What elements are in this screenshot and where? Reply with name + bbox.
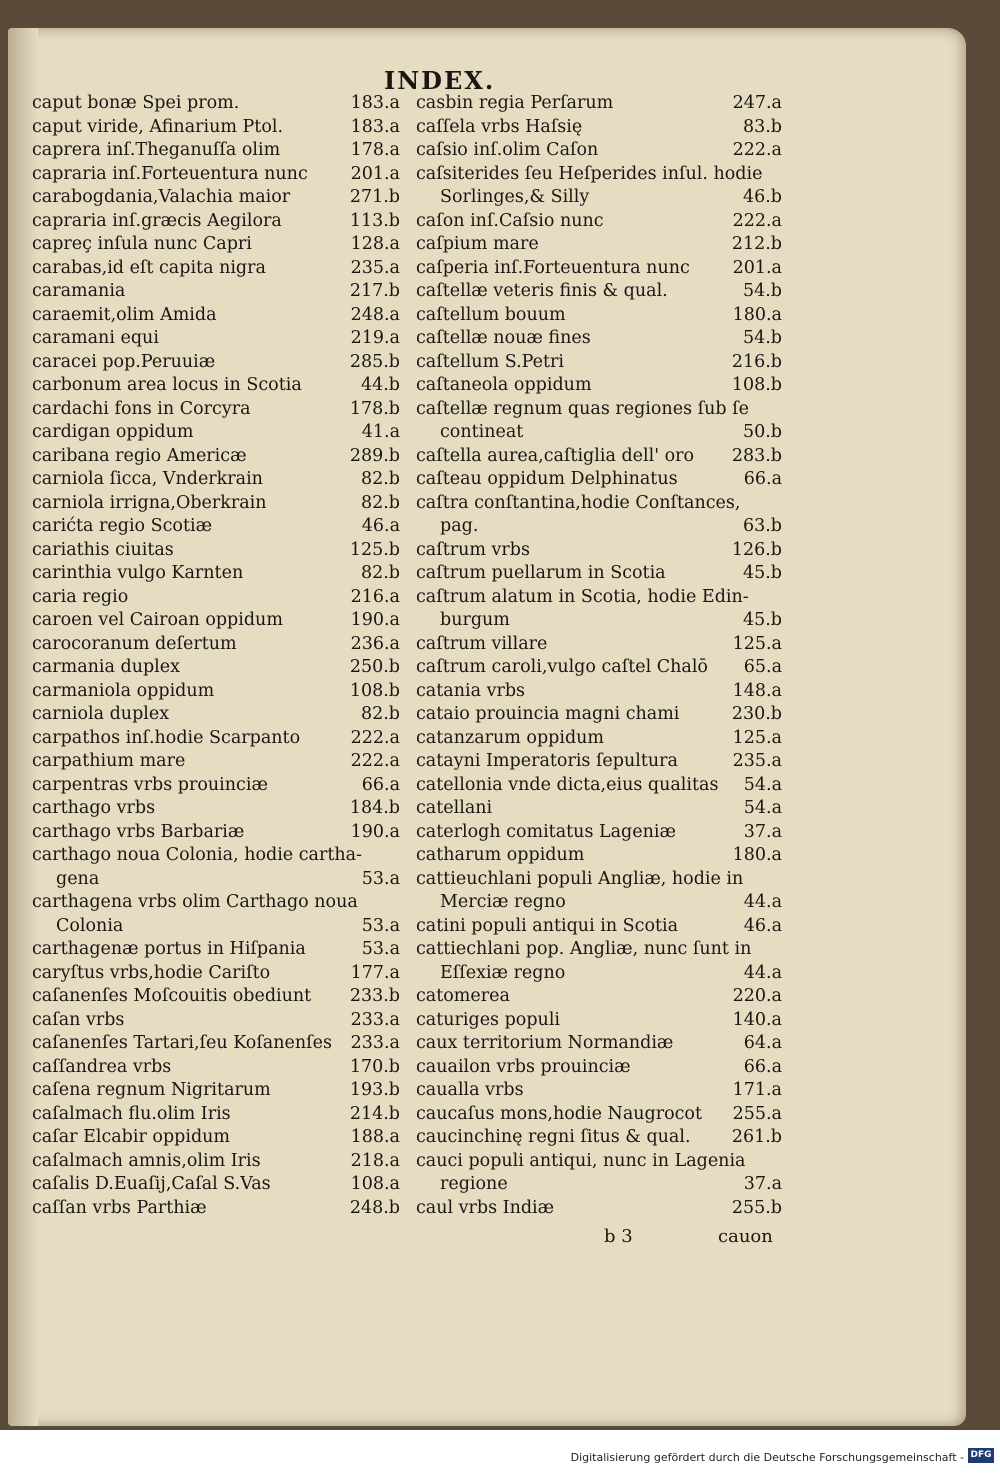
index-entry (32, 1032, 400, 1056)
entry-term: caria regio (32, 586, 129, 607)
entry-page-ref: 188.a (350, 1127, 400, 1147)
signature-mark: b 3 (604, 1226, 633, 1247)
index-entry (32, 727, 400, 751)
entry-term: contineat (440, 422, 524, 442)
index-entry (32, 1009, 400, 1033)
index-entry (416, 1126, 782, 1150)
index-entry (416, 398, 782, 422)
index-entry (416, 891, 782, 915)
entry-term: caramani equi (32, 328, 159, 348)
entry-page-ref: 216.b (731, 351, 782, 372)
entry-term: Colonia (56, 915, 124, 936)
entry-page-ref: 233.b (349, 986, 400, 1006)
catchword: cauon (718, 1226, 773, 1247)
entry-term: carpathos inſ.hodie Scarpanto (32, 727, 301, 748)
entry-term: caul vrbs Indiæ (416, 1197, 555, 1218)
index-entry (416, 1197, 782, 1221)
index-entry (416, 186, 782, 210)
entry-page-ref: 220.a (732, 986, 782, 1006)
entry-term: catharum oppidum (416, 845, 585, 865)
index-entry (416, 492, 782, 516)
entry-term: caſalmach flu.olim Iris (32, 1103, 231, 1124)
entry-term: caſena regnum Nigritarum (32, 1080, 271, 1100)
index-entry (32, 1173, 400, 1197)
entry-page-ref: 45.b (742, 563, 782, 583)
index-entry (32, 233, 400, 257)
entry-term: catellonia vnde dicta,eius qualitas (416, 774, 719, 795)
entry-term: carthago vrbs Barbariæ (32, 821, 245, 842)
entry-term: caſtellæ regnum quas regiones ſub ſe (416, 398, 749, 419)
index-entry (32, 609, 400, 633)
index-entry (32, 962, 400, 986)
entry-page-ref: 54.b (742, 328, 782, 348)
entry-term: caux territorium Normandiæ (416, 1033, 674, 1053)
index-entry (416, 680, 782, 704)
index-entry (416, 797, 782, 821)
entry-term: carthago vrbs (32, 798, 156, 818)
entry-term: catellani (416, 798, 493, 818)
entry-term: carthagenæ portus in Hiſpania (32, 939, 306, 959)
index-entry (416, 539, 782, 563)
entry-page-ref: 180.a (732, 304, 782, 325)
entry-page-ref: 63.b (742, 516, 782, 536)
entry-term: carniola duplex (32, 704, 170, 724)
index-entry (416, 374, 782, 398)
entry-term: caſpium mare (416, 234, 539, 254)
index-entry (32, 1103, 400, 1127)
index-entry (416, 304, 782, 328)
entry-page-ref: 53.a (361, 868, 400, 889)
entry-term: caſalis D.Euaſij,Caſal S.Vas (32, 1174, 271, 1194)
entry-term: caſanenſes Tartari,ſeu Koſanenſes (32, 1033, 332, 1053)
index-entry (32, 1056, 400, 1080)
entry-page-ref: 233.a (350, 1009, 400, 1030)
entry-term: caput viride, Afinarium Ptol. (32, 116, 284, 137)
entry-term: caſtrum alatum in Scotia, hodie Edin- (416, 586, 749, 607)
entry-term: caſperia inſ.Forteuentura nunc (416, 257, 690, 278)
entry-page-ref: 125.b (349, 539, 400, 560)
entry-term: caſtrum puellarum in Scotia (416, 563, 666, 583)
index-entry (416, 633, 782, 657)
entry-term: pag. (440, 516, 479, 536)
entry-page-ref: 178.b (349, 398, 400, 419)
entry-page-ref: 148.a (732, 680, 782, 701)
entry-page-ref: 248.b (349, 1197, 400, 1218)
index-entry (32, 139, 400, 163)
entry-page-ref: 190.a (350, 821, 400, 842)
entry-page-ref: 128.a (350, 234, 400, 254)
index-entry (416, 962, 782, 986)
entry-page-ref: 108.b (731, 375, 782, 395)
entry-term: caſtra conſtantina,hodie Conſtances, (416, 492, 741, 513)
entry-page-ref: 53.a (361, 939, 400, 959)
index-entry (32, 680, 400, 704)
index-entry (32, 562, 400, 586)
entry-page-ref: 44.a (743, 962, 782, 983)
entry-page-ref: 66.a (361, 774, 400, 795)
entry-term: cauci populi antiqui, nunc in Lagenia (416, 1150, 746, 1171)
entry-page-ref: 54.a (743, 774, 782, 795)
index-entry (32, 915, 400, 939)
entry-page-ref: 235.a (732, 751, 782, 771)
index-entry (32, 468, 400, 492)
entry-page-ref: 289.b (349, 445, 400, 466)
index-entry (32, 774, 400, 798)
entry-page-ref: 82.b (360, 492, 400, 513)
index-entry (32, 586, 400, 610)
entry-term: Eſſexiæ regno (440, 962, 566, 983)
index-column-left (32, 92, 400, 1220)
index-entry (32, 163, 400, 187)
index-entry (32, 938, 400, 962)
entry-page-ref: 46.b (742, 187, 782, 207)
entry-page-ref: 82.b (360, 704, 400, 724)
index-entry (32, 327, 400, 351)
entry-page-ref: 180.a (732, 845, 782, 865)
index-entry (416, 1150, 782, 1174)
running-head: INDEX. (384, 66, 496, 95)
entry-term: carniola irrigna,Oberkrain (32, 492, 267, 513)
index-entry (416, 139, 782, 163)
digitization-footer (0, 1430, 1000, 1473)
entry-term: cattiechlani pop. Angliæ, nunc ſunt in (416, 939, 752, 959)
index-entry (32, 703, 400, 727)
entry-page-ref: 37.a (743, 821, 782, 842)
index-entry (32, 280, 400, 304)
entry-page-ref: 83.b (742, 116, 782, 137)
index-entry (416, 586, 782, 610)
entry-term: caſtellum bouum (416, 304, 566, 325)
entry-term: cataio prouincia magni chami (416, 704, 680, 724)
index-entry (416, 562, 782, 586)
entry-term: carocoranum deſertum (32, 633, 237, 654)
entry-page-ref: 108.a (350, 1174, 400, 1194)
index-entry (416, 727, 782, 751)
index-entry (32, 492, 400, 516)
entry-term: caroen vel Cairoan oppidum (32, 610, 283, 630)
index-entry (32, 656, 400, 680)
entry-page-ref: 45.b (742, 610, 782, 630)
entry-page-ref: 230.b (731, 704, 782, 724)
entry-term: catayni Imperatoris ſepultura (416, 751, 678, 771)
index-entry (32, 750, 400, 774)
entry-page-ref: 108.b (349, 680, 400, 701)
index-entry (32, 1197, 400, 1221)
index-entry (416, 1009, 782, 1033)
index-entry (416, 844, 782, 868)
entry-term: carpentras vrbs prouinciæ (32, 774, 268, 795)
entry-term: casbin regia Perſarum (416, 93, 614, 113)
entry-page-ref: 190.a (350, 610, 400, 630)
entry-term: caſar Elcabir oppidum (32, 1127, 231, 1147)
entry-term: gena (56, 868, 100, 889)
entry-page-ref: 171.a (732, 1080, 782, 1100)
footer-credit: Digitalisierung gefördert durch die Deutsche Forschungsgemeinschaft - (570, 1451, 964, 1464)
entry-term: carthagena vrbs olim Carthago noua (32, 892, 358, 912)
index-entry (32, 891, 400, 915)
entry-page-ref: 82.b (360, 563, 400, 583)
entry-page-ref: 126.b (731, 539, 782, 560)
entry-term: caraemit,olim Amida (32, 304, 217, 325)
entry-term: carabas,id eſt capita nigra (32, 257, 266, 278)
entry-page-ref: 283.b (731, 445, 782, 466)
index-entry (32, 257, 400, 281)
entry-page-ref: 219.a (350, 328, 400, 348)
index-entry (32, 539, 400, 563)
entry-page-ref: 125.a (732, 727, 782, 748)
entry-page-ref: 41.a (361, 422, 400, 442)
entry-term: carpathium mare (32, 751, 186, 771)
index-entry (32, 797, 400, 821)
entry-page-ref: 50.b (742, 422, 782, 442)
entry-term: caprera inſ.Theganuſſa olim (32, 140, 281, 160)
entry-page-ref: 54.b (742, 281, 782, 301)
index-entry (416, 938, 782, 962)
entry-page-ref: 183.a (350, 116, 400, 137)
entry-page-ref: 44.a (743, 892, 782, 912)
entry-term: carmaniola oppidum (32, 680, 215, 701)
entry-page-ref: 66.a (743, 469, 782, 489)
entry-page-ref: 140.a (732, 1009, 782, 1030)
index-entry (32, 985, 400, 1009)
entry-page-ref: 222.a (350, 751, 400, 771)
entry-term: caſtrum villare (416, 633, 548, 654)
index-entry (416, 915, 782, 939)
entry-page-ref: 64.a (743, 1033, 782, 1053)
entry-term: caucinchinę regni ſitus & qual. (416, 1127, 691, 1147)
index-entry (416, 327, 782, 351)
index-entry (32, 116, 400, 140)
entry-term: caſtellæ nouæ fines (416, 328, 591, 348)
entry-term: cardigan oppidum (32, 422, 194, 442)
entry-term: caſteau oppidum Delphinatus (416, 469, 678, 489)
entry-page-ref: 233.a (350, 1033, 400, 1053)
index-entry (32, 515, 400, 539)
entry-page-ref: 201.a (732, 257, 782, 278)
entry-page-ref: 183.a (350, 93, 400, 113)
index-entry (416, 985, 782, 1009)
entry-page-ref: 177.a (350, 962, 400, 983)
entry-term: caterlogh comitatus Lageniæ (416, 821, 676, 842)
entry-term: carmania duplex (32, 657, 180, 677)
index-entry (32, 844, 400, 868)
index-entry (32, 92, 400, 116)
entry-term: caſſan vrbs Parthiæ (32, 1197, 207, 1218)
entry-term: caryſtus vrbs,hodie Cariſto (32, 962, 271, 983)
entry-term: cariathis ciuitas (32, 539, 174, 560)
index-entry (416, 703, 782, 727)
entry-page-ref: 184.b (349, 798, 400, 818)
entry-term: caſtrum caroli,vulgo caſtel Chalō (416, 657, 708, 677)
entry-page-ref: 235.a (350, 257, 400, 278)
index-entry (416, 445, 782, 469)
entry-term: capreç inſula nunc Capri (32, 234, 252, 254)
entry-term: caſtellum S.Petri (416, 351, 564, 372)
index-entry (32, 868, 400, 892)
entry-page-ref: 65.a (743, 657, 782, 677)
entry-term: caracei pop.Peruuiæ (32, 351, 216, 372)
entry-page-ref: 261.b (731, 1127, 782, 1147)
entry-page-ref: 178.a (350, 140, 400, 160)
index-entry (416, 1103, 782, 1127)
entry-term: caſtaneola oppidum (416, 375, 592, 395)
entry-term: Merciæ regno (440, 892, 566, 912)
entry-term: caſan vrbs (32, 1009, 125, 1030)
index-entry (416, 92, 782, 116)
index-entry (416, 116, 782, 140)
index-entry (32, 186, 400, 210)
entry-term: caſſela vrbs Haſsię (416, 116, 583, 137)
index-entry (416, 421, 782, 445)
index-entry (416, 233, 782, 257)
index-entry (32, 633, 400, 657)
entry-term: carićta regio Scotiæ (32, 516, 213, 536)
entry-page-ref: 236.a (350, 633, 400, 654)
index-entry (32, 445, 400, 469)
entry-page-ref: 212.b (731, 234, 782, 254)
entry-page-ref: 37.a (743, 1174, 782, 1194)
entry-term: caramania (32, 281, 126, 301)
index-entry (32, 1150, 400, 1174)
index-entry (416, 1173, 782, 1197)
entry-term: caucaſus mons,hodie Naugrocot (416, 1103, 702, 1124)
entry-term: burgum (440, 610, 510, 630)
dfg-logo: DFG (968, 1448, 994, 1463)
entry-term: caſſandrea vrbs (32, 1056, 172, 1077)
entry-page-ref: 216.a (350, 586, 400, 607)
index-entry (32, 421, 400, 445)
entry-term: capraria inſ.græcis Aegilora (32, 210, 282, 231)
entry-page-ref: 222.a (350, 727, 400, 748)
entry-page-ref: 217.b (349, 281, 400, 301)
entry-page-ref: 255.a (732, 1103, 782, 1124)
index-column-right (416, 92, 782, 1220)
entry-page-ref: 248.a (350, 304, 400, 325)
index-entry (32, 210, 400, 234)
entry-term: carniola ſicca, Vnderkrain (32, 469, 263, 489)
index-entry (32, 398, 400, 422)
index-entry (32, 374, 400, 398)
index-entry (416, 821, 782, 845)
entry-page-ref: 255.b (731, 1197, 782, 1218)
entry-page-ref: 54.a (743, 798, 782, 818)
index-entry (416, 1079, 782, 1103)
index-entry (416, 468, 782, 492)
index-entry (416, 609, 782, 633)
entry-term: carabogdania,Valachia maior (32, 187, 291, 207)
index-entry (32, 1126, 400, 1150)
index-entry (416, 656, 782, 680)
entry-page-ref: 66.a (743, 1056, 782, 1077)
index-entry (416, 515, 782, 539)
entry-term: catania vrbs (416, 680, 525, 701)
entry-term: carinthia vulgo Karnten (32, 563, 244, 583)
entry-page-ref: 214.b (349, 1103, 400, 1124)
entry-term: capraria inſ.Forteuentura nunc (32, 163, 308, 184)
entry-term: caſtrum vrbs (416, 539, 530, 560)
entry-term: catanzarum oppidum (416, 727, 605, 748)
entry-term: caualla vrbs (416, 1080, 524, 1100)
entry-page-ref: 285.b (349, 351, 400, 372)
entry-page-ref: 170.b (349, 1056, 400, 1077)
index-entry (416, 774, 782, 798)
index-entry (416, 163, 782, 187)
index-entry (32, 1079, 400, 1103)
entry-page-ref: 44.b (360, 375, 400, 395)
entry-term: caribana regio Americæ (32, 445, 247, 466)
index-entry (416, 1056, 782, 1080)
entry-term: caſsio inſ.olim Caſon (416, 140, 599, 160)
entry-page-ref: 46.a (743, 915, 782, 936)
entry-term: catomerea (416, 986, 510, 1006)
index-entry (416, 210, 782, 234)
entry-term: caſsiterides ſeu Heſperides inſul. hodie (416, 163, 763, 184)
entry-page-ref: 218.a (350, 1150, 400, 1171)
entry-page-ref: 53.a (361, 915, 400, 936)
index-entry (32, 304, 400, 328)
entry-page-ref: 113.b (349, 210, 400, 231)
entry-term: cardachi fons in Corcyra (32, 398, 251, 419)
index-entry (416, 868, 782, 892)
entry-page-ref: 222.a (732, 140, 782, 160)
entry-term: regione (440, 1174, 508, 1194)
entry-page-ref: 222.a (732, 210, 782, 231)
index-entry (416, 1032, 782, 1056)
entry-term: caput bonæ Spei prom. (32, 93, 240, 113)
index-entry (32, 351, 400, 375)
entry-page-ref: 125.a (732, 633, 782, 654)
entry-term: carbonum area locus in Scotia (32, 375, 302, 395)
entry-term: cauailon vrbs prouinciæ (416, 1056, 631, 1077)
entry-term: caturiges populi (416, 1009, 561, 1030)
entry-page-ref: 82.b (360, 469, 400, 489)
index-entry (416, 750, 782, 774)
entry-term: Sorlinges,& Silly (440, 187, 590, 207)
index-entry (32, 821, 400, 845)
entry-term: caſon inſ.Caſsio nunc (416, 210, 604, 231)
index-entry (416, 351, 782, 375)
entry-term: caſanenſes Moſcouitis obediunt (32, 986, 312, 1006)
index-entry (416, 257, 782, 281)
entry-term: cattieuchlani populi Angliæ, hodie in (416, 868, 744, 889)
entry-term: caſtella aurea,caſtiglia dell' oro (416, 445, 695, 466)
entry-term: carthago noua Colonia, hodie cartha- (32, 845, 362, 865)
entry-page-ref: 247.a (732, 93, 782, 113)
entry-term: caſalmach amnis,olim Iris (32, 1150, 261, 1171)
entry-term: catini populi antiqui in Scotia (416, 915, 679, 936)
entry-page-ref: 271.b (349, 187, 400, 207)
entry-page-ref: 250.b (349, 657, 400, 677)
index-entry (416, 280, 782, 304)
entry-page-ref: 193.b (349, 1080, 400, 1100)
entry-page-ref: 201.a (350, 163, 400, 184)
entry-page-ref: 46.a (361, 516, 400, 536)
entry-term: caſtellæ veteris finis & qual. (416, 281, 668, 301)
